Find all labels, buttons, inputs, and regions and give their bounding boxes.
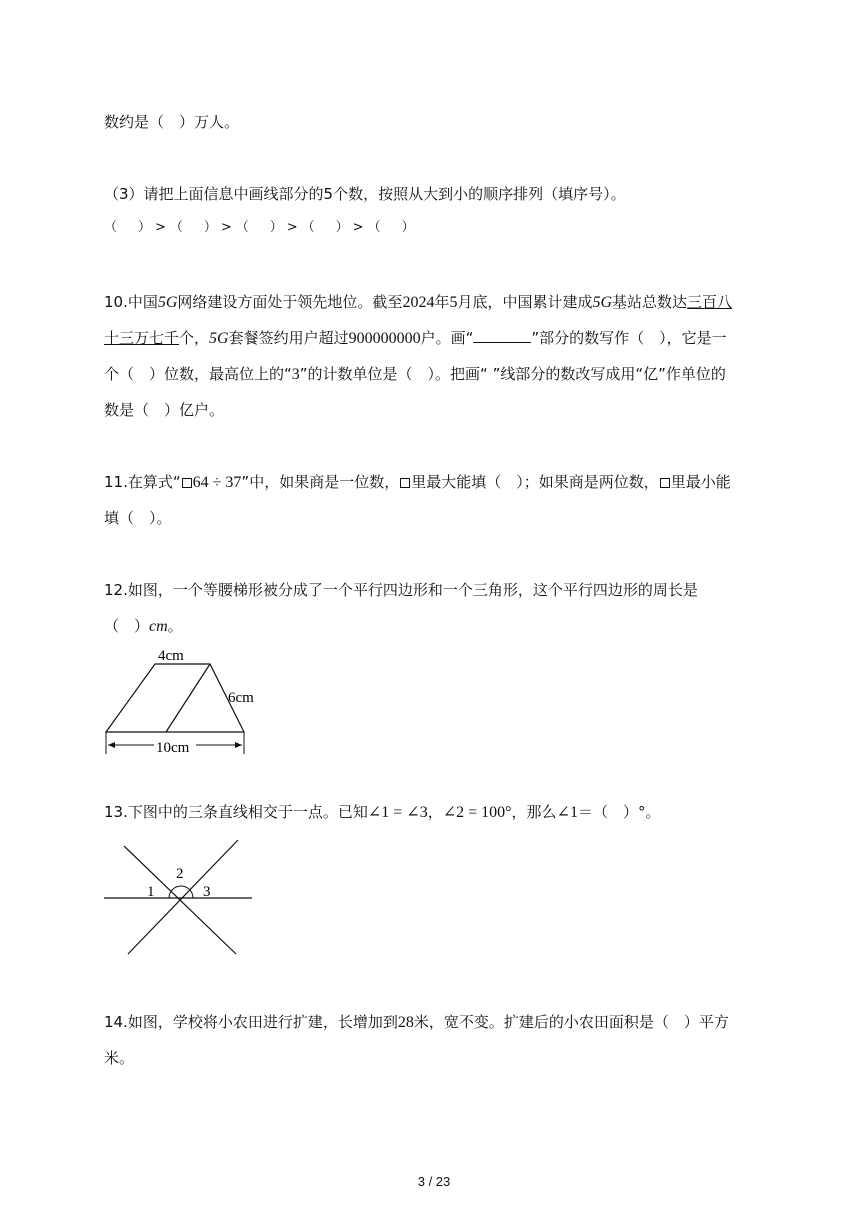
text: 套餐签约用户超过 [228,329,349,347]
math: ∠1 [556,804,578,821]
blank-box-icon [660,478,670,488]
blank-box-icon [400,478,410,488]
math: 900000000 [348,330,421,347]
text: ”的计数单位是（ ）。把画“ ”线部分的数改写成用“亿”作单位的 [299,365,726,383]
text: 12.如图，一个等腰梯形被分成了一个平行四边形和一个三角形，这个平行四边形的周长是 [104,581,698,599]
underlined-text: 三百八 [687,293,733,311]
underline-blank [473,328,531,343]
angle-label-2: 2 [176,866,184,882]
question-10-line-2 [104,328,727,349]
question-13-line-1 [104,802,660,823]
text: ， [427,803,443,821]
text: 13.下图中的三条直线相交于一点。已知 [104,803,368,821]
angle-label-3: 3 [203,884,211,900]
question-10-line-3 [104,364,726,385]
math: 5G [592,294,613,311]
question-14-line-2 [104,1048,134,1068]
text: 月底，中国累计建成 [457,293,593,311]
text: 个， [179,329,210,347]
question-14-line-1 [104,1012,729,1033]
math: ∠2 = 100° [442,804,512,821]
underlined-text: 十三万七千 [104,329,180,347]
math: 28 [397,1014,414,1031]
text: 10.中国 [104,293,158,311]
question-11-line-2 [104,508,172,528]
text: 里最小能 [670,473,731,491]
question-12-line-2 [104,616,183,637]
text: ，那么 [511,803,557,821]
text: 11.在算式“ [104,473,181,491]
text: （3）请把上面信息中画线部分的5个数，按照从大到小的顺序排列（填序号）。 [104,185,626,203]
text: ”部分的数写作（ ），它是一 [531,329,727,347]
text: 米，宽不变。扩建后的小农田面积是（ ）平方 [413,1013,729,1031]
text: 数约是（ ）万人。 [104,113,240,131]
trapezoid-shape [106,664,244,732]
math: 3 [291,366,300,383]
math: 64 ÷ 37 [192,474,242,491]
text: （ ）>（ ）>（ ）>（ ）>（ ） [104,220,419,235]
text: 年 [434,293,450,311]
arrowhead-left-icon [108,742,115,748]
text: ＝（ ）°。 [577,803,661,821]
text-line-1 [104,112,239,132]
text: ”中，如果商是一位数， [241,473,400,491]
text: 。 [167,617,183,635]
question-9-part-3 [104,184,626,204]
side-length-label: 6cm [228,690,254,706]
math: 2024 [402,294,435,311]
text: 米。 [104,1049,135,1067]
bottom-length-label: 10cm [156,740,190,756]
math: 5G [157,294,178,311]
text: 网络建设方面处于领先地位。截至 [177,293,403,311]
trapezoid-figure [100,644,270,759]
blank-box-icon [182,478,192,488]
question-10-line-1 [104,292,732,313]
divider-line [166,664,210,732]
math: ∠1 = ∠3 [367,804,428,821]
top-length-label: 4cm [158,648,184,664]
ordering-blanks [104,218,419,238]
text: 个（ ）位数，最高位上的“ [104,365,292,383]
text: （ ） [104,617,150,635]
math: cm [149,618,168,635]
math: 5G [209,330,229,347]
text: 数是（ ）亿户。 [104,401,225,419]
arrowhead-right-icon [235,742,242,748]
text: 里最大能填（ ）；如果商是两位数， [411,473,659,491]
intersecting-lines-figure [100,836,260,960]
text: 基站总数达 [612,293,688,311]
text: 户。画“ [420,329,474,347]
question-12-line-1 [104,580,698,600]
text: 14.如图，学校将小农田进行扩建，长增加到 [104,1013,398,1031]
math: 5 [449,294,458,311]
question-10-line-4 [104,400,224,420]
question-11-line-1 [104,472,731,493]
text: 填（ ）。 [104,509,172,527]
page-number: 3 / 23 [417,1174,451,1189]
diagonal-line-b [128,840,238,954]
angle-arc [169,886,193,898]
angle-label-1: 1 [147,884,155,900]
